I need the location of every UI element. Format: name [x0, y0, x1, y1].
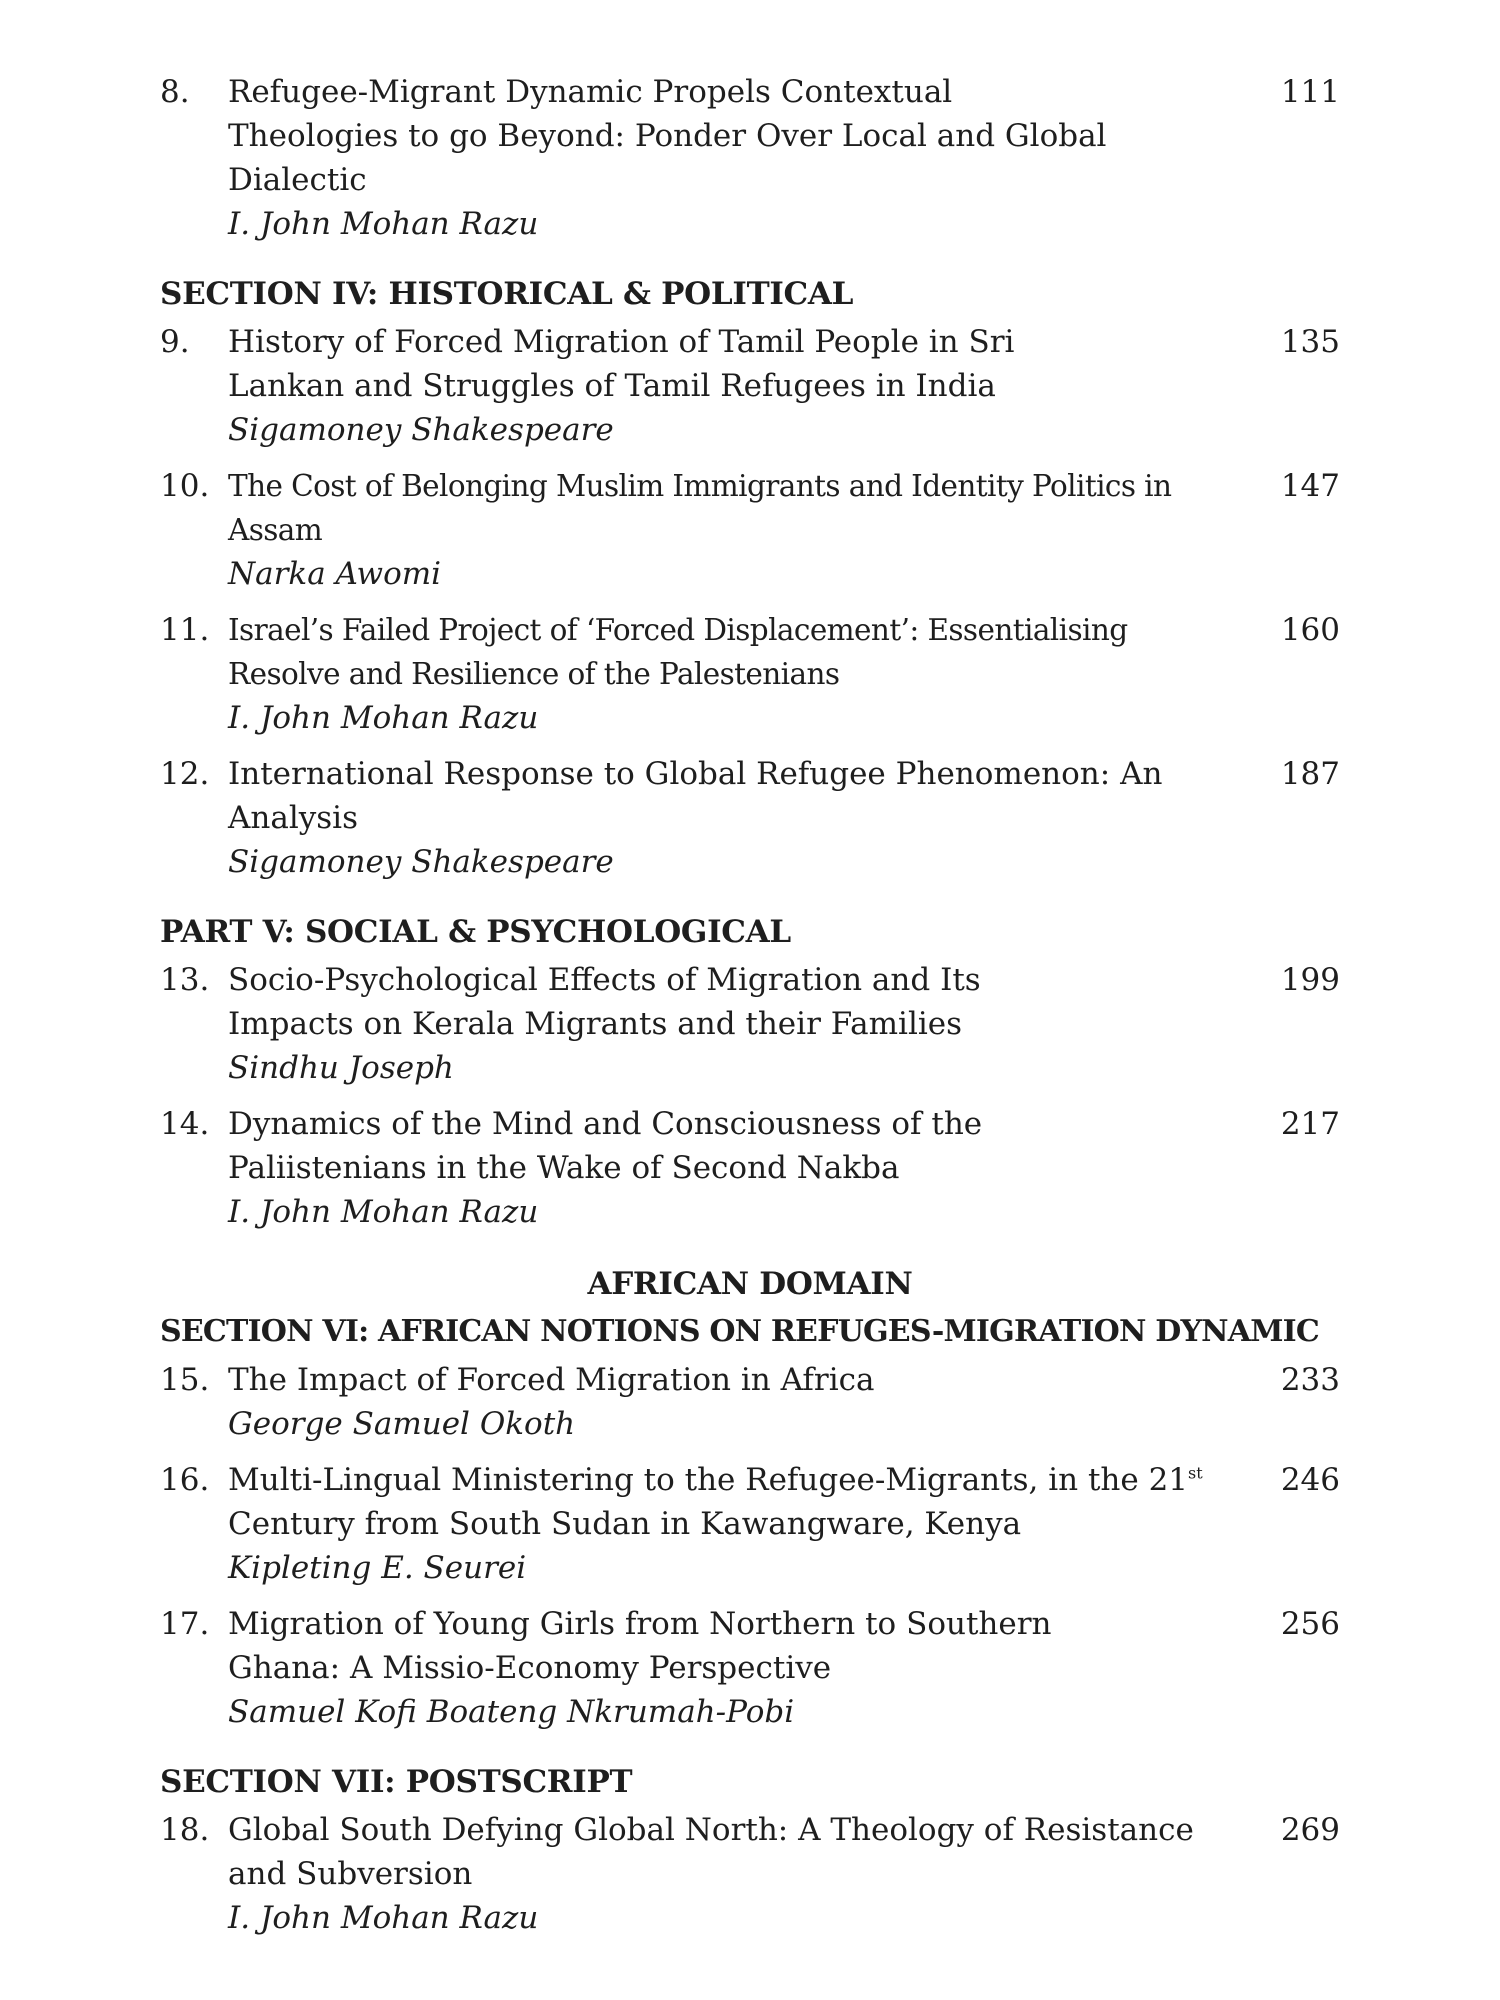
- entry-title: The Impact of Forced Migration in Africa: [228, 1362, 875, 1398]
- toc-page: [160, 70, 1340, 1952]
- toc-entry-9: [160, 320, 1340, 452]
- entry-page-number: 160: [1280, 612, 1340, 648]
- entry-page-number: 199: [1280, 962, 1340, 998]
- entry-body: [228, 1358, 1248, 1446]
- entry-title: International Response to Global Refugee Phenomenon: An Analysis: [228, 756, 1163, 836]
- entry-author: Sigamoney Shakespeare: [228, 412, 614, 448]
- toc-entry-8: [160, 70, 1340, 246]
- entry-author: I. John Mohan Razu: [228, 1194, 539, 1230]
- entry-number: 15.: [160, 1362, 210, 1398]
- toc-entry-14: [160, 1102, 1340, 1234]
- toc-entry-10: [160, 464, 1340, 596]
- entry-title-part: Century from South Sudan in Kawangware, Kenya: [228, 1506, 1022, 1542]
- domain-heading: AFRICAN DOMAIN: [587, 1266, 913, 1302]
- entry-page-number: 256: [1280, 1606, 1340, 1642]
- entry-page-number: 187: [1280, 756, 1340, 792]
- entry-page-number: 217: [1280, 1106, 1340, 1142]
- section-heading-social-psychological: PART V: SOCIAL & PSYCHOLOGICAL: [160, 914, 791, 950]
- entry-author: I. John Mohan Razu: [228, 1900, 539, 1936]
- entry-page-number: 147: [1280, 468, 1340, 504]
- entry-number: 8.: [160, 74, 190, 110]
- entry-title-part: Multi-Lingual Ministering to the Refugee-Migrants, in the 21: [228, 1462, 1189, 1498]
- section-heading-historical-political: SECTION IV: HISTORICAL & POLITICAL: [160, 276, 854, 312]
- entry-body: [228, 752, 1248, 884]
- entry-page-number: 269: [1280, 1812, 1340, 1848]
- toc-entry-15: [160, 1358, 1340, 1446]
- entry-number: 17.: [160, 1606, 210, 1642]
- toc-entry-12: [160, 752, 1340, 884]
- entry-author: I. John Mohan Razu: [228, 206, 539, 242]
- toc-entry-11: [160, 608, 1340, 740]
- entry-number: 9.: [160, 324, 190, 360]
- entry-number: 13.: [160, 962, 210, 998]
- entry-number: 16.: [160, 1462, 210, 1498]
- entry-author: Samuel Kofi Boateng Nkrumah-Pobi: [228, 1694, 795, 1730]
- entry-body: [228, 464, 1248, 596]
- section-heading-postscript: SECTION VII: POSTSCRIPT: [160, 1764, 633, 1800]
- entry-author: Sindhu Joseph: [228, 1050, 454, 1086]
- entry-title: The Cost of Belonging Muslim Immigrants and Identity Politics in Assam: [228, 469, 1172, 547]
- entry-body: [228, 1102, 1248, 1234]
- entry-body: [228, 1808, 1248, 1940]
- entry-number: 10.: [160, 468, 210, 504]
- entry-title: Migration of Young Girls from Northern to Southern Ghana: A Missio-Economy Perspective: [228, 1606, 1052, 1686]
- entry-page-number: 246: [1280, 1462, 1340, 1498]
- entry-page-number: 233: [1280, 1362, 1340, 1398]
- toc-entry-16: [160, 1458, 1340, 1590]
- entry-body: [228, 608, 1248, 740]
- entry-number: 18.: [160, 1812, 210, 1848]
- entry-title: Dynamics of the Mind and Consciousness of the Paliistenians in the Wake of Second Nakba: [228, 1106, 983, 1186]
- entry-title: Global South Defying Global North: A Theology of Resistance and Subversion: [228, 1812, 1194, 1892]
- toc-entry-17: [160, 1602, 1340, 1734]
- entry-number: 14.: [160, 1106, 210, 1142]
- entry-body: [228, 958, 1248, 1090]
- toc-entry-13: [160, 958, 1340, 1090]
- entry-page-number: 111: [1280, 74, 1340, 110]
- entry-title: [228, 1458, 1218, 1546]
- toc-entry-18: [160, 1808, 1340, 1940]
- entry-number: 11.: [160, 612, 210, 648]
- entry-body: [228, 320, 1248, 452]
- entry-body: [228, 70, 1248, 246]
- entry-body: [228, 1602, 1248, 1734]
- section-heading-african-notions: SECTION VI: AFRICAN NOTIONS ON REFUGES-MIGRATION DYNAMIC: [160, 1314, 1319, 1349]
- entry-page-number: 135: [1280, 324, 1340, 360]
- entry-author: George Samuel Okoth: [228, 1406, 576, 1442]
- entry-author: Narka Awomi: [228, 556, 442, 592]
- ordinal-suffix: st: [1188, 1463, 1203, 1483]
- entry-author: I. John Mohan Razu: [228, 700, 539, 736]
- entry-body: [228, 1458, 1248, 1590]
- entry-title: Israel’s Failed Project of ‘Forced Displacement’: Essentialising Resolve and Resilience of the Palestenians: [228, 613, 1128, 691]
- entry-title: Refugee-Migrant Dynamic Propels Contextual Theologies to go Beyond: Ponder Over Local and Global Dialectic: [228, 74, 1107, 198]
- entry-author: Sigamoney Shakespeare: [228, 844, 614, 880]
- entry-number: 12.: [160, 756, 210, 792]
- entry-title: History of Forced Migration of Tamil People in Sri Lankan and Struggles of Tamil Refugees in India: [228, 324, 1015, 404]
- entry-title: Socio-Psychological Effects of Migration and Its Impacts on Kerala Migrants and their Families: [228, 962, 981, 1042]
- entry-author: Kipleting E. Seurei: [228, 1550, 527, 1586]
